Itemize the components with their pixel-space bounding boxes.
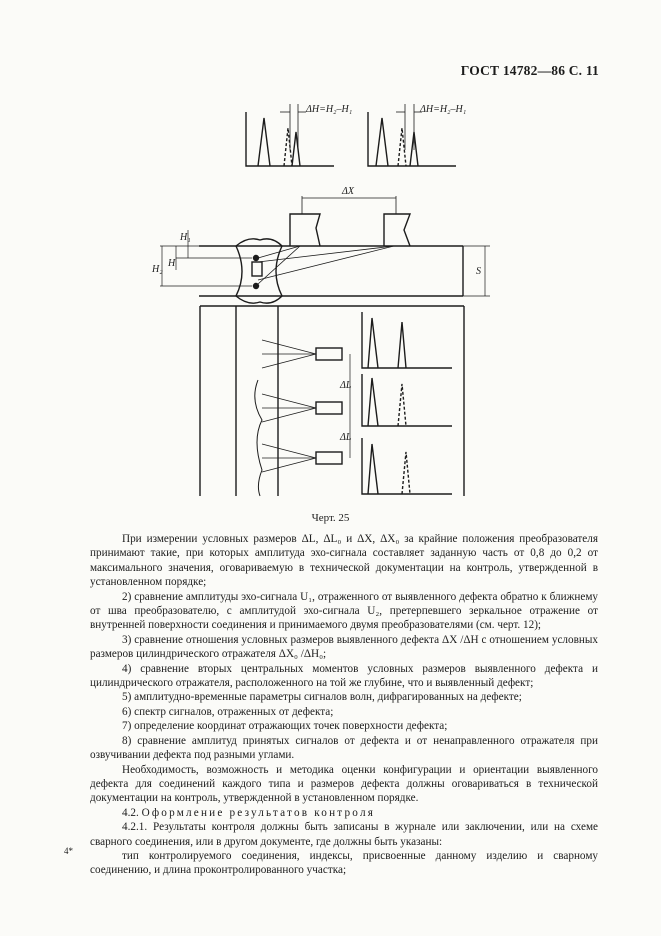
oscillogram-top-right (368, 104, 466, 166)
label-h1: H₁ (180, 232, 191, 243)
paragraph: 3) сравнение отношения условных размеров выявленного дефекта ΔX /ΔH с отношением условных размеров цилиндрического отражателя ΔX₀ /ΔH₀; (90, 633, 598, 661)
label-dx: ΔX (342, 186, 354, 197)
paragraph: Необходимость, возможность и методика оценки конфигурации и ориентации выявленного дефекта для соединений каждого типа и размеров дефекта должны оговариваться в технической документации на контроль, утвержденной в установленном порядке. (90, 763, 598, 805)
footer-mark: 4* (64, 846, 73, 856)
section-number: 4.2. (122, 806, 139, 819)
label-dl-top: ΔL (340, 380, 352, 391)
figure-caption: Черт. 25 (311, 512, 350, 524)
paragraph: 4.2.1. Результаты контроля должны быть записаны в журнале или заключении, или на схеме сварного соединения, или в другом документе, где должны быть указаны: (90, 821, 598, 848)
label-h2: H₂ (152, 264, 163, 275)
label-s: S (476, 266, 481, 277)
label-h: H (168, 258, 176, 269)
label-dh-left: ΔH=H₂–H₁ (306, 104, 353, 115)
paragraph: 2) сравнение амплитуды эхо-сигнала U₁, отраженного от выявленного дефекта обратно к ближнему от шва преобразователю, с амплитудой эхо-сигнала U₂, претерпевшего зеркальное отражение от внутренней поверхности соединения и принимаемого двумя преобразователями (см. черт. 12); (90, 590, 598, 632)
paragraph: 5) амплитудно-временные параметры сигналов волн, дифрагированных на дефекте; (122, 691, 522, 704)
weld-cross-section (151, 186, 490, 303)
section-title: Оформление результатов контроля (141, 806, 376, 819)
paragraph: 4) сравнение вторых центральных моментов условных размеров выявленного дефекта и цилиндрического отражателя, расположенного на той же глубине, что и выявленный дефект; (90, 662, 598, 690)
label-dl-bottom: ΔL (340, 432, 352, 443)
paragraph: При измерении условных размеров ΔL, ΔL₀ и ΔX, ΔX₀ за крайние положения преобразователя принимают такие, при которых амплитуда эхо-сигнала составляет заданную часть от 0,8 до 0,2 от максимального значения, оговариваемую в технической документации на контроль, утвержденной в установленном порядке; (90, 533, 598, 589)
label-dh-right: ΔH=H₂–H₁ (420, 104, 467, 115)
body-text (90, 532, 598, 878)
paragraph: тип контролируемого соединения, индексы, присвоенные данному изделию и сварному соединению, и длина проконтролированного участка; (90, 849, 598, 877)
plan-view (200, 306, 464, 496)
paragraph: 7) определение координат отражающих точек поверхности дефекта; (122, 720, 448, 733)
paragraph: 8) сравнение амплитуд принятых сигналов от дефекта и от ненаправленного отражателя при озвучивании дефекта под разными углами. (90, 734, 598, 762)
paragraph: 6) спектр сигналов, отраженных от дефекта; (122, 705, 334, 718)
oscillogram-top-left (246, 104, 352, 166)
page-header: ГОСТ 14782—86 С. 11 (460, 63, 599, 78)
section-heading (90, 806, 598, 820)
